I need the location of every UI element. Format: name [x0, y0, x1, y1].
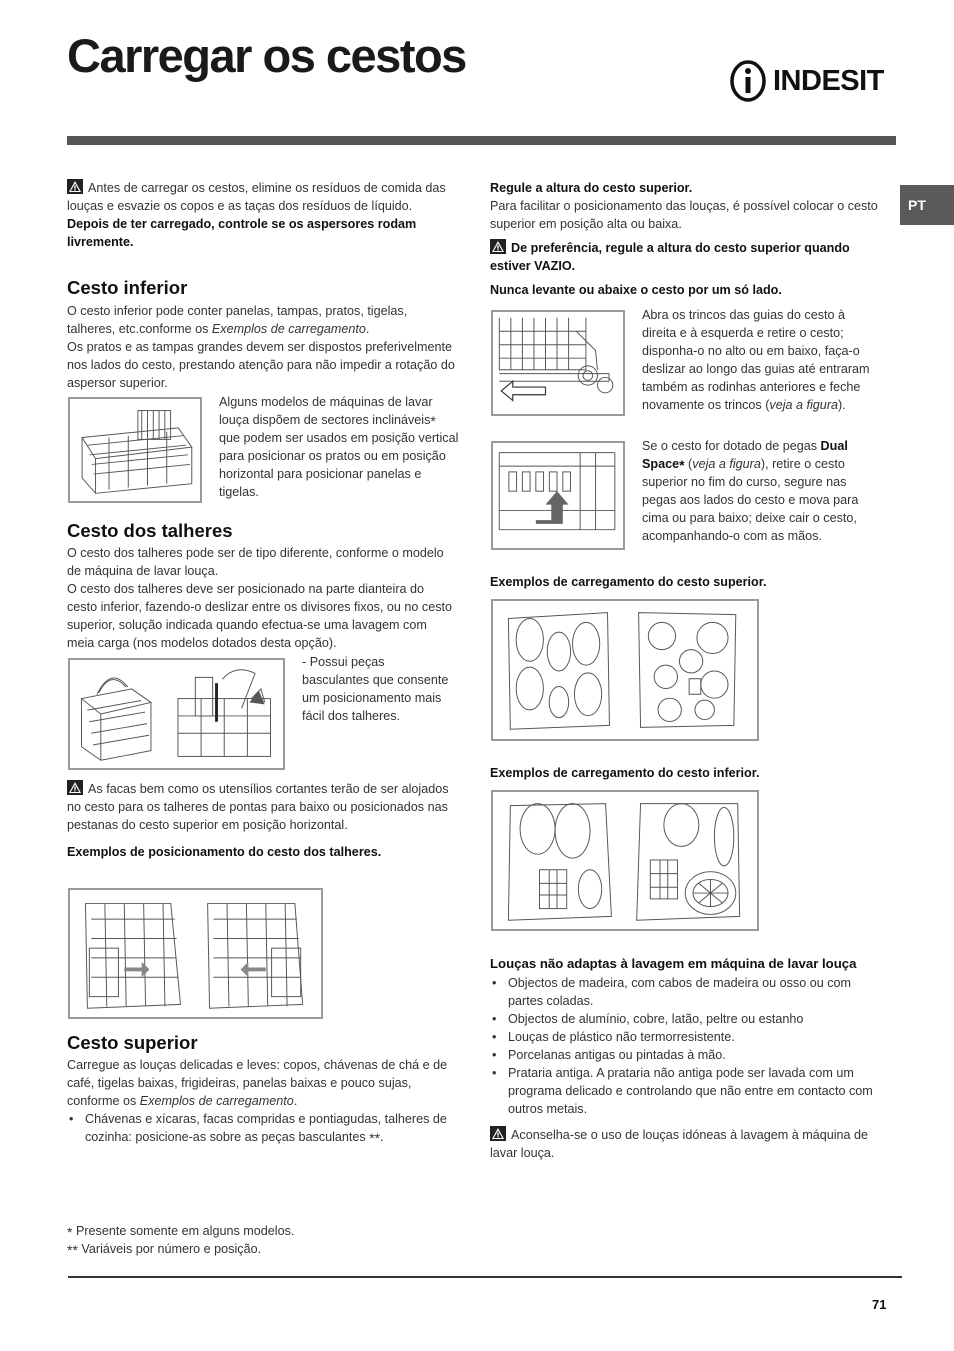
intro-bold-text: Depois de ter carregado, controle se os aspersores rodam livremente. [67, 217, 417, 249]
lower-side-text-b: que podem ser usados em posição vertical para posicionar os pratos ou em posição horizontal para posicionar panelas e tigelas. [219, 431, 459, 499]
upper-examples-illustration [493, 601, 757, 739]
unsuitable-heading: Louças não adaptas à lavagem em máquina de lavar louça [490, 956, 857, 971]
warning-icon [67, 179, 83, 194]
cutlery-examples-figure [68, 888, 323, 1019]
knives-warning-block [67, 780, 457, 861]
lower-basket-figure [68, 397, 202, 503]
warning-icon [67, 780, 83, 795]
adjust-side2-star: * [679, 457, 685, 473]
language-tab-label: PT [908, 197, 926, 213]
upper-p1-text: Carregue as louças delicadas e leves: copos, chávenas de chá e de café, tigelas baixas, frigideiras, panelas baixas e pouco sujas, conforme os [67, 1058, 448, 1108]
cutlery-p2-text: O cesto dos talheres deve ser posicionado na parte dianteira do cesto inferior, fazendo-o deslizar entre os divisores fixos, ou no cesto superior, solução indicada quando efectua-se uma lavagem com meia carga (nos modelos dotados desta opção). [67, 582, 453, 650]
lower-side-star: * [430, 413, 436, 429]
rail-latch-figure [491, 310, 625, 416]
cutlery-side-text-content: - Possui peças basculantes que consente um posicionamento mais fácil dos talheres. [302, 655, 449, 723]
adjust-heading: Regule a altura do cesto superior. [490, 181, 693, 195]
page-number: 71 [872, 1297, 887, 1312]
advice-warning-text: Aconselha-se o uso de louças idóneas à lavagem à máquina de lavar louça. [490, 1128, 869, 1160]
lower-basket-illustration [70, 399, 200, 501]
upper-p1-italic: Exemplos de carregamento [139, 1094, 294, 1108]
cutlery-basket-section [67, 520, 457, 652]
upper-examples-heading-block [490, 573, 882, 591]
lower-side-text-a: Alguns modelos de máquinas de lavar louça dispõem de sectores inclináveis [219, 395, 433, 427]
adjust-side1-italic: veja a figura [769, 398, 839, 412]
list-item [67, 1110, 457, 1146]
list-item: • Louças de plástico não termorresistente. [490, 1028, 882, 1046]
indesit-logo-icon [729, 60, 767, 102]
adjust-side-text-1 [642, 306, 882, 414]
cutlery-side-text [302, 653, 452, 725]
list-item: • Porcelanas antigas ou pintadas à mão. [490, 1046, 882, 1064]
adjust-side-text-2 [642, 437, 882, 545]
cutlery-examples-illustration [70, 890, 321, 1017]
adjust-warning-text: De preferência, regule a altura do cesto superior quando estiver VAZIO. [490, 241, 850, 273]
lower-p1-end: . [365, 322, 370, 336]
lower-examples-illustration [493, 792, 757, 929]
lower-examples-heading: Exemplos de carregamento do cesto inferior. [490, 766, 760, 780]
cutlery-p1-text: O cesto dos talheres pode ser de tipo diferente, conforme o modelo de máquina de lavar louça. [67, 546, 444, 578]
page-title: Carregar os cestos [67, 29, 466, 82]
upper-p1-end: . [293, 1094, 298, 1108]
adjust-side1-text-a: Abra os trincos das guias do cesto à direita e à esquerda e retire o cesto; disponha-o no alto ou em baixo, faça-o deslizar ao longo das guias até entraram também as rodinhas anteriores e feche novamente os trincos ( [642, 308, 870, 412]
upper-basket-section [67, 1032, 457, 1146]
upper-basket-heading: Cesto superior [67, 1032, 198, 1053]
upper-bullet-stars: ** [369, 1130, 381, 1146]
upper-examples-heading: Exemplos de carregamento do cesto superior. [490, 575, 767, 589]
list-item: • Objectos de alumínio, cobre, latão, peltre ou estanho [490, 1010, 882, 1028]
knives-warning-text: As facas bem como os utensílios cortantes terão de ser alojados no cesto para os talheres de pontas para baixo ou posicionados nas pestanas do cesto superior em posição horizontal. [67, 782, 449, 832]
intro-warning-text: Antes de carregar os cestos, elimine os resíduos de comida das louças e esvazie os copos e as taças dos resíduos de líquido. [67, 181, 446, 213]
lower-examples-figure [491, 790, 759, 931]
lower-p2-text: Os pratos e as tampas grandes devem ser dispostos preferivelmente nos lados do cesto, prestando atenção para não impedir a rotação do aspersor superior. [67, 340, 455, 390]
brand-name: INDESIT [773, 64, 884, 97]
footer-rule [68, 1276, 902, 1278]
upper-examples-figure [491, 599, 759, 741]
adjust-side2-bold: Dual Space [642, 439, 848, 471]
cutlery-examples-heading: Exemplos de posicionamento do cesto dos talheres. [67, 845, 382, 859]
upper-bullet-text-a: Chávenas e xícaras, facas compridas e pontiagudas, talheres de cozinha: posicione-as sobre as peças basculantes [85, 1112, 447, 1144]
unsuitable-list [490, 974, 882, 1118]
cutlery-basket-heading: Cesto dos talheres [67, 520, 233, 541]
adjust-height-section [490, 179, 882, 299]
warning-icon [490, 239, 506, 254]
footnote-mark-1: * [67, 1224, 73, 1240]
footnote-mark-2: ** [67, 1242, 78, 1258]
adjust-side1-text-b: ). [838, 398, 846, 412]
header-rule [67, 136, 896, 145]
dual-space-figure [491, 441, 625, 550]
unsuitable-section [490, 954, 882, 1162]
adjust-side2-text-c: ), retire o cesto superior no fim do curso, segure nas pegas aos lados do cesto e mova para cima ou para baixo; deixe cair o cesto, acompanhando-o com as mãos. [642, 457, 859, 543]
footnote-text-2: Variáveis por número e posição. [77, 1242, 262, 1256]
adjust-side2-italic: veja a figura [692, 457, 761, 471]
cutlery-basket-illustration [70, 660, 283, 768]
adjust-side2-text-a: Se o cesto for dotado de pegas [642, 439, 821, 453]
dual-space-illustration [493, 443, 623, 548]
upper-bullet-text-b: . [380, 1130, 384, 1144]
lower-basket-section [67, 277, 457, 392]
adjust-never-text: Nunca levante ou abaixe o cesto por um só lado. [490, 283, 782, 297]
intro-block [67, 179, 457, 251]
lower-p1-text: O cesto inferior pode conter panelas, tampas, pratos, tigelas, talheres, etc.conforme os [67, 304, 408, 336]
cutlery-basket-figure [68, 658, 285, 770]
lower-p1-italic: Exemplos de carregamento [211, 322, 366, 336]
footnotes [67, 1222, 294, 1258]
language-tab [900, 185, 954, 225]
lower-basket-heading: Cesto inferior [67, 277, 188, 298]
brand-logo [729, 60, 884, 102]
list-item: • Prataria antiga. A prataria não antiga pode ser lavada com um programa delicado e controlando que não entre em contacto com outros metais. [490, 1064, 882, 1118]
lower-basket-side-text [219, 393, 459, 501]
adjust-p1-text: Para facilitar o posicionamento das louças, é possível colocar o cesto superior em posição alta ou baixa. [490, 199, 878, 231]
list-item: • Objectos de madeira, com cabos de madeira ou osso ou com partes coladas. [490, 974, 882, 1010]
lower-examples-heading-block [490, 764, 882, 782]
rail-latch-illustration [493, 312, 623, 414]
footnote-text-1: Presente somente em alguns modelos. [72, 1224, 295, 1238]
warning-icon [490, 1126, 506, 1141]
adjust-side2-text-b: ( [684, 457, 693, 471]
